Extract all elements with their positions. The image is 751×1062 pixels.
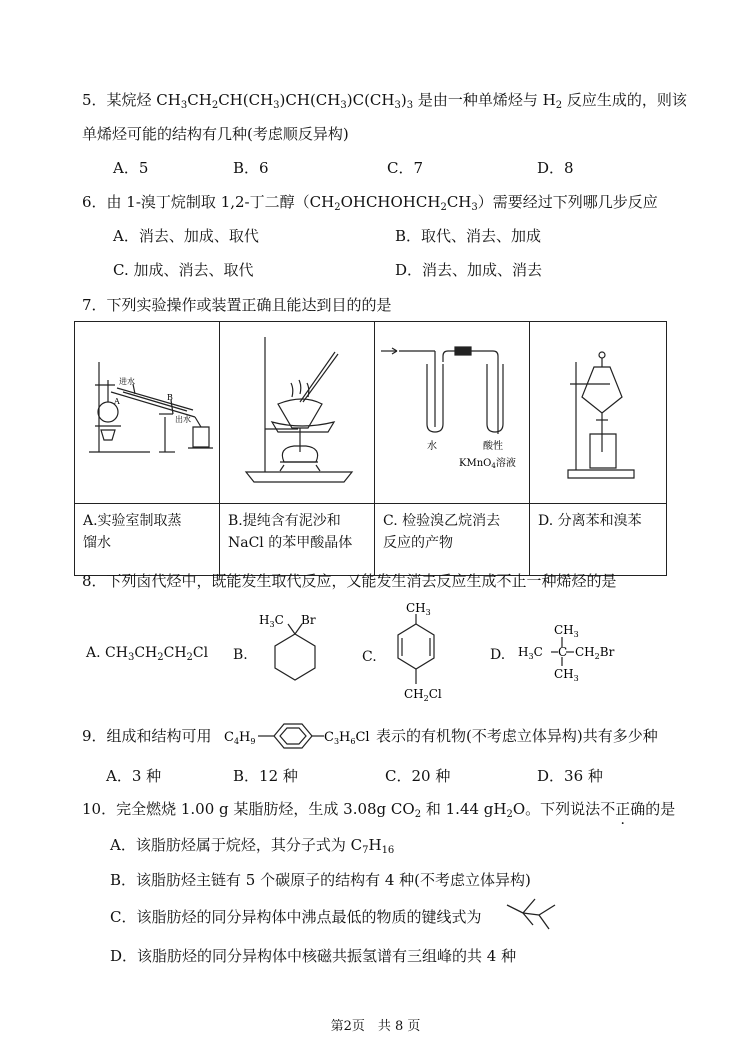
apparatus-b-cell [220, 322, 375, 504]
apparatus-d-cell [530, 322, 667, 504]
svg-text:Br: Br [301, 613, 316, 627]
q10-option-d: D．该脂肪烃的同分异构体中核磁共振氢谱有三组峰的共 4 种 [110, 947, 517, 965]
in-water-label: 进水 [119, 377, 135, 386]
q8-option-c-label: C. [362, 649, 377, 665]
svg-text:CH2Cl: $CH_2Cl$ [404, 687, 442, 703]
q8-option-a: A. $CH_3CH_2CH_2Cl$ [86, 645, 209, 663]
q10-option-a: A．该脂肪烃属于烷烃，其分子式为 $C_7H_{16}$ [110, 836, 395, 856]
svg-text:CH3: $CH_3$ [406, 601, 431, 617]
filtration-apparatus-diagram [220, 322, 374, 499]
out-water-label: 出水 [175, 415, 191, 424]
separatory-funnel-diagram [530, 322, 666, 499]
q6-stem: 6．由 1-溴丁烷制取 1,2-丁二醇$(CH_2OHCHOHCH_2CH_3)$需要经过下列哪几步反应 [82, 193, 658, 213]
kmno4-label: KMnO$_4$溶液 [459, 458, 516, 470]
methylbenzyl-chloride-structure [378, 600, 458, 710]
q8-option-b-label: B. [233, 647, 248, 663]
q9-stem: 9．组成和结构可用 [82, 727, 212, 745]
q8-option-d-label: D. [490, 647, 506, 663]
q9-stem-end: 表示的有机物(不考虑立体异构)共有多少种 [376, 727, 658, 745]
neopentyl-bromide-structure [518, 620, 628, 684]
q7-apparatus-table [74, 321, 667, 576]
q6-option-d: D．消去、加成、消去 [395, 261, 543, 279]
q8-stem: 8．下列卤代烃中，既能发生取代反应，又能发生消去反应生成不止一种烯烃的是 [82, 572, 617, 590]
page-footer: 第2页 共 8 页 [330, 1019, 421, 1034]
q5-option-b: B．6 [233, 159, 269, 177]
water-label: 水 [427, 441, 437, 452]
svg-text:H3C: $H_3C$ [518, 645, 543, 661]
q10-option-b: B．该脂肪烃主链有 5 个碳原子的结构有 4 种(不考虑立体异构) [110, 871, 531, 889]
q9-option-b: B．12 种 [233, 767, 298, 785]
apparatus-a-cell [75, 322, 220, 504]
apparatus-c-cell [375, 322, 530, 504]
q6-option-a: A．消去、加成、取代 [113, 227, 259, 245]
q7-stem: 7．下列实验操作或装置正确且能达到目的的是 [82, 296, 392, 314]
q9-option-a: A．3 种 [106, 767, 162, 785]
q9-option-d: D．36 种 [537, 767, 603, 785]
caption-d: D. 分离苯和溴苯 [530, 504, 667, 576]
gas-testing-apparatus-diagram [375, 322, 529, 499]
label-b: B [167, 393, 173, 402]
label-a: A [114, 397, 120, 406]
q5-line1: 5．某烷烃 $CH_3CH_2CH(CH_3)CH(CH_3)C(CH_3)_3$ 是由一种单烯烃与 $H_2$ 反应生成的，则该 [82, 91, 687, 111]
svg-text:CH2Br: $CH_2Br$ [575, 645, 615, 661]
caption-c: C. 检验溴乙烷消去 反应的产物 [375, 504, 530, 576]
svg-text:C: C [558, 645, 568, 659]
acidic-label: 酸性 [483, 441, 503, 452]
skeletal-formula-structure [505, 895, 559, 935]
svg-text:H3C: $H_3C$ [259, 613, 284, 629]
caption-b: B.提纯含有泥沙和 NaCl 的苯甲酸晶体 [220, 504, 375, 576]
methyl-bromocyclohexane-structure [255, 610, 335, 690]
q9-option-c: C．20 种 [385, 767, 451, 785]
q10-option-c: C．该脂肪烃的同分异构体中沸点最低的物质的键线式为 [110, 908, 482, 926]
distillation-apparatus-diagram [75, 322, 219, 499]
svg-text:C3H6Cl: $C_3H_6Cl$ [324, 730, 370, 746]
substituted-benzene-structure [222, 718, 374, 754]
q5-option-c: C．7 [387, 159, 424, 177]
svg-text:CH3: $CH_3$ [554, 623, 579, 639]
svg-text:C4H9: $C_4H_9$ [224, 730, 256, 746]
caption-a: A.实验室制取蒸 馏水 [75, 504, 220, 576]
q6-option-b: B．取代、消去、加成 [395, 227, 542, 245]
q5-option-d: D．8 [537, 159, 574, 177]
q5-option-a: A．5 [113, 159, 149, 177]
svg-text:CH3: $CH_3$ [554, 667, 579, 683]
q10-stem: 10．完全燃烧 1.00 g 某脂肪烃，生成 3.08g $CO_2$ 和 1.44 $gH_2O$。下列说法不正确的是 [82, 800, 676, 820]
q6-option-c: C. 加成、消去、取代 [113, 261, 254, 279]
q5-line2: 单烯烃可能的结构有几种(考虑顺反异构) [82, 125, 349, 143]
